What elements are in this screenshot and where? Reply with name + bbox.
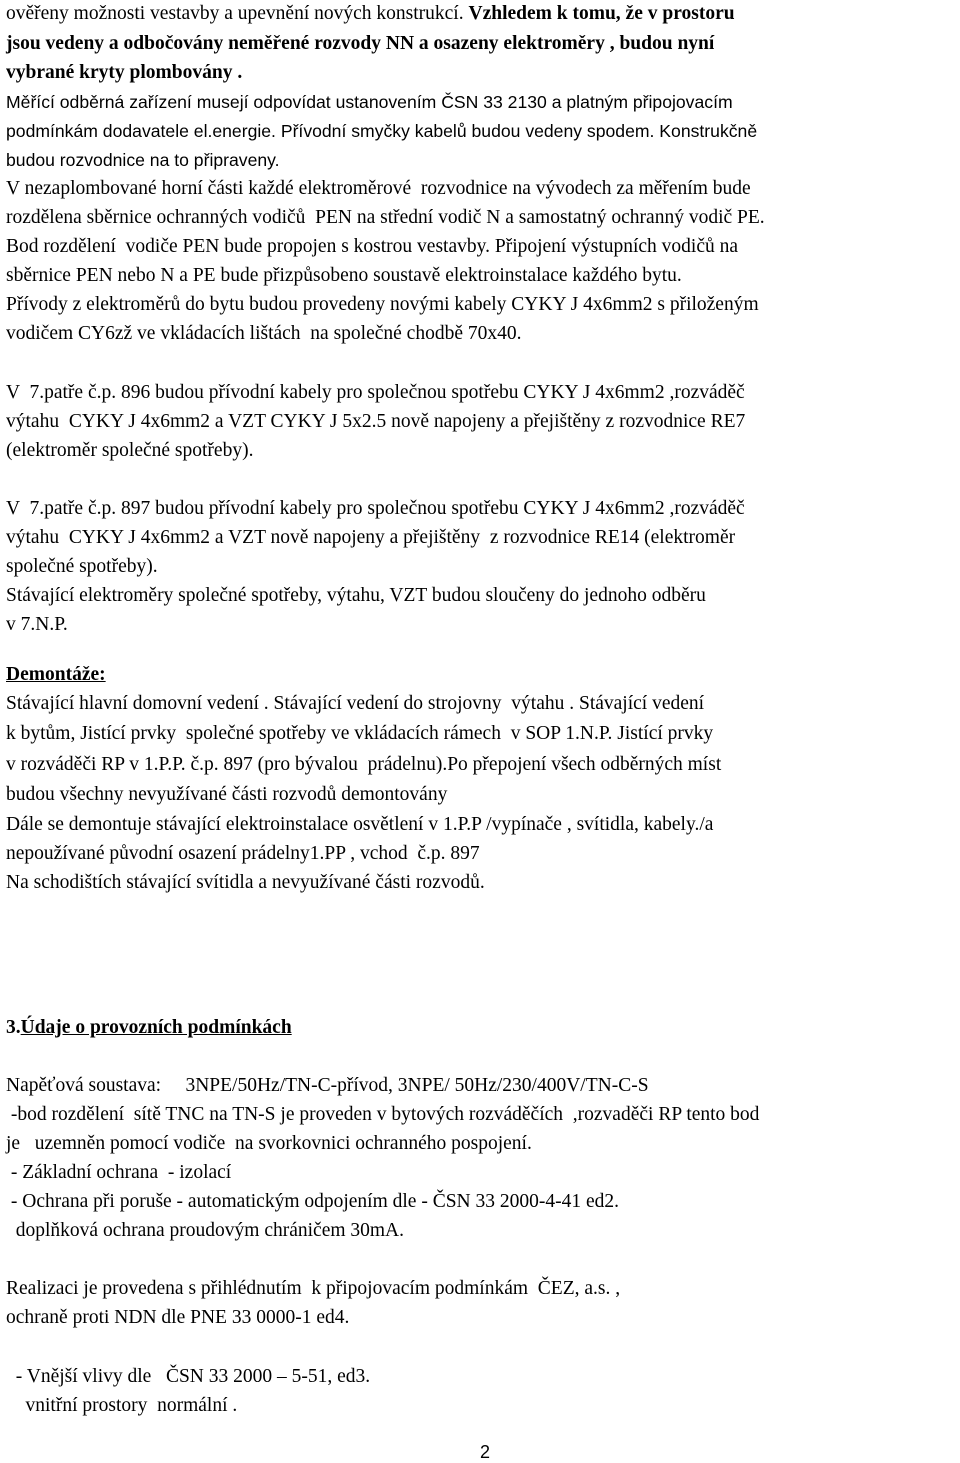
text-line [6,264,682,288]
text-line [6,842,480,866]
text-line [6,1190,619,1214]
text-run: V 7.patře č.p. 896 budou přívodní kabely pro společnou spotřebu CYKY J 4x6mm2 ,rozváděč [6,382,745,403]
text-run: - Vnější vlivy dle ČSN 33 2000 – 5-51, ed3. [6,1366,371,1387]
text-run: Měřící odběrná zařízení musejí odpovídat ustanovením ČSN 33 2130 a platným připojovacím [6,92,733,112]
text-line [6,613,68,637]
text-line [6,439,253,463]
text-line [6,813,713,837]
text-run: ochraně proti NDN dle PNE 33 0000-1 ed4. [6,1307,350,1328]
text-line [6,293,759,317]
text-run: je uzemněn pomocí vodiče na svorkovnici ochranného pospojení. [6,1133,532,1154]
text-line [6,1277,620,1301]
text-line [6,322,522,346]
text-line [6,1365,370,1389]
text-line [6,61,242,85]
text-run: - Základní ochrana - izolací [6,1162,232,1183]
text-run: k bytům, Jistící prvky společné spotřeby ve vkládacích rámech v SOP 1.N.P. Jistící prvky [6,723,714,744]
text-line [6,783,447,807]
text-line [6,692,704,716]
text-run: Demontáže: [6,664,106,685]
text-run: výtahu CYKY J 4x6mm2 a VZT CYKY J 5x2.5 nově napojeny a přejištěny z rozvodnice RE7 [6,411,746,432]
text-line [6,235,738,259]
text-run: výtahu CYKY J 4x6mm2 a VZT nově napojeny a přejištěny z rozvodnice RE14 (elektroměr [6,527,736,548]
text-run: Na schodištích stávající svítidla a nevyužívané části rozvodů. [6,872,485,893]
text-run: budou rozvodnice na to připraveny. [6,150,280,170]
text-run: Bod rozdělení vodiče PEN bude propojen s kostrou vestavby. Připojení výstupních vodičů na [6,236,739,257]
text-line [6,663,106,687]
text-run: Napěťová soustava: 3NPE/50Hz/TN-C-přívod, 3NPE/ 50Hz/230/400V/TN-C-S [6,1075,649,1096]
text-line [6,177,751,201]
text-line [6,871,485,895]
text-run: Údaje o provozních podmínkách [20,1017,292,1038]
text-run: V 7.patře č.p. 897 budou přívodní kabely pro společnou spotřebu CYKY J 4x6mm2 ,rozváděč [6,498,745,519]
text-line [6,148,280,173]
text-run: 3. [6,1017,21,1038]
text-run: Stávající hlavní domovní vedení . Stávající vedení do strojovny výtahu . Stávající vedení [6,693,705,714]
page-number: 2 [480,1442,491,1462]
text-line [6,410,745,434]
text-run: nepoužívané původní osazení prádelny1.PP , vchod č.p. 897 [6,843,480,864]
text-line [6,1103,759,1127]
text-line [6,206,765,230]
text-run: Stávající elektroměry společné spotřeby, výtahu, VZT budou sloučeny do jednoho odběru [6,585,706,606]
text-line [6,2,735,26]
text-run: Přívody z elektroměrů do bytu budou provedeny novými kabely CYKY J 4x6mm2 s přiloženým [6,294,759,315]
text-line [6,1016,292,1040]
text-line [6,32,714,56]
text-line [6,1306,349,1330]
text-line [6,722,713,746]
text-run: v 7.N.P. [6,614,68,635]
text-line [6,497,745,521]
text-line [6,1394,237,1418]
text-line [6,584,706,608]
text-run: -bod rozdělení sítě TNC na TN-S je proveden v bytových rozváděčích ,rozvaděči RP tento bod [6,1104,760,1125]
text-run: V nezaplombované horní části každé elektroměrové rozvodnice na vývodech za měřením bude [6,178,751,199]
text-line [6,526,735,550]
text-run: sběrnice PEN nebo N a PE bude přizpůsobeno soustavě elektroinstalace každého bytu. [6,265,682,286]
text-line [6,119,757,144]
text-line [6,753,721,777]
text-run: Vzhledem k tomu, že v prostoru [468,3,735,24]
text-run: v rozváděči RP v 1.P.P. č.p. 897 (pro bývalou prádelnu).Po přepojení všech odběrných míst [6,754,722,775]
text-run: budou všechny nevyužívané části rozvodů demontovány [6,784,448,805]
text-run: podmínkám dodavatele el.energie. Přívodní smyčky kabelů budou vedeny spodem. Konstrukčně [6,121,758,141]
text-line [6,1132,532,1156]
text-run: doplňková ochrana proudovým chráničem 30mA. [6,1220,405,1241]
text-run: vodičem CY6zž ve vkládacích lištách na společné chodbě 70x40. [6,323,522,344]
text-run: jsou vedeny a odbočovány neměřené rozvody NN a osazeny elektroměry , budou nyní [6,33,715,54]
text-run: (elektroměr společné spotřeby). [6,440,254,461]
text-line [6,555,158,579]
text-run: společné spotřeby). [6,556,158,577]
text-run: rozdělena sběrnice ochranných vodičů PEN na střední vodič N a samostatný ochranný vodič PE. [6,207,765,228]
text-run: vybrané kryty plombovány . [6,62,243,83]
text-line [6,1074,649,1098]
text-run: ověřeny možnosti vestavby a upevnění nových konstrukcí. [6,3,469,24]
text-line [6,1161,231,1185]
text-line [6,90,733,115]
text-run: Dále se demontuje stávající elektroinstalace osvětlení v 1.P.P /vypínače , svítidla, kabely./a [6,814,714,835]
text-run: - Ochrana při poruše - automatickým odpojením dle - ČSN 33 2000-4-41 ed2. [6,1191,620,1212]
text-run: vnitřní prostory normální . [6,1395,238,1416]
text-line [6,1219,404,1243]
text-line [6,381,745,405]
text-run: Realizaci je provedena s přihlédnutím k připojovacím podmínkám ČEZ, a.s. , [6,1278,621,1299]
